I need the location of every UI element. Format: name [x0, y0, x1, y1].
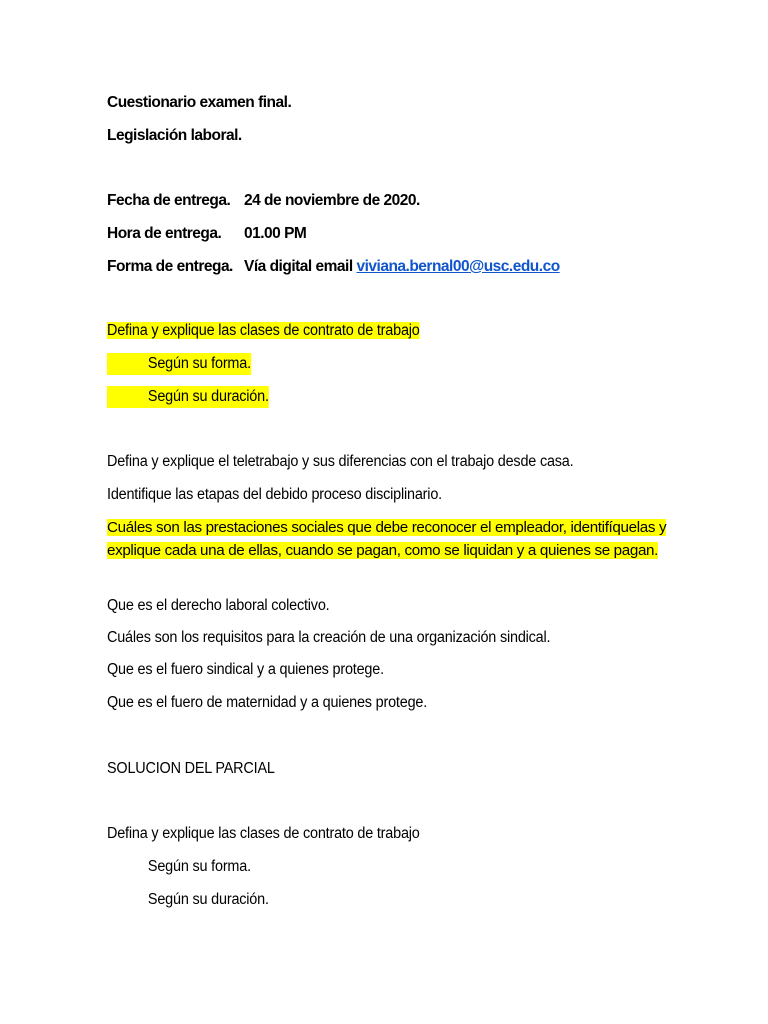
question-3 — [107, 484, 442, 506]
delivery-time-row — [107, 223, 306, 245]
question-6-text: Cuáles son los requisitos para la creación de una organización sindical. — [107, 629, 551, 646]
solution-question-1-a-text: Según su forma. — [147, 858, 251, 875]
document-subject — [107, 125, 242, 147]
question-5-text: Que es el derecho laboral colectivo. — [107, 597, 330, 614]
title-text: Cuestionario examen final. — [107, 94, 292, 111]
solution-question-1-b — [107, 889, 269, 911]
delivery-date-label: Fecha de entrega. — [107, 192, 231, 209]
question-1-text: Defina y explique las clases de contrato de trabajo — [107, 322, 420, 339]
solution-question-1-text: Defina y explique las clases de contrato de trabajo — [107, 825, 420, 842]
question-2-text: Defina y explique el teletrabajo y sus diferencias con el trabajo desde casa. — [107, 453, 574, 470]
question-1-b-text: Según su duración. — [107, 386, 269, 408]
delivery-time-value: 01.00 PM — [244, 225, 307, 242]
question-3-text: Identifique las etapas del debido proceso disciplinario. — [107, 486, 442, 503]
solution-question-1 — [107, 823, 420, 845]
question-5 — [107, 595, 329, 617]
solution-heading-text: SOLUCION DEL PARCIAL — [107, 760, 275, 777]
question-8-text: Que es el fuero de maternidad y a quienes protege. — [107, 694, 428, 711]
question-6 — [107, 627, 550, 649]
question-1-b — [107, 386, 269, 408]
document-title — [107, 92, 291, 114]
question-7 — [107, 659, 384, 681]
email-link[interactable]: viviana.bernal00@usc.edu.co — [356, 258, 560, 275]
question-8 — [107, 692, 427, 714]
question-2 — [107, 451, 573, 473]
solution-question-1-b-text: Según su duración. — [147, 891, 269, 908]
question-4 — [107, 516, 667, 562]
subject-text: Legislación laboral. — [107, 127, 242, 144]
delivery-form-label: Forma de entrega. — [107, 258, 233, 275]
question-1 — [107, 320, 420, 342]
question-4-text: Cuáles son las prestaciones sociales que debe reconocer el empleador, identifíquelas y explique cada una de ellas, cuando se pagan, como se liquidan y a quienes se pagan. — [107, 519, 667, 559]
solution-question-1-a — [107, 856, 251, 878]
question-7-text: Que es el fuero sindical y a quienes protege. — [107, 661, 384, 678]
solution-heading — [107, 758, 275, 780]
question-1-a — [107, 353, 251, 375]
delivery-time-label: Hora de entrega. — [107, 225, 222, 242]
delivery-form-row — [107, 256, 560, 278]
delivery-date-row — [107, 190, 420, 212]
question-1-a-text: Según su forma. — [107, 353, 251, 375]
delivery-date-value: 24 de noviembre de 2020. — [244, 192, 420, 209]
delivery-form-value: Vía digital email — [244, 258, 353, 275]
